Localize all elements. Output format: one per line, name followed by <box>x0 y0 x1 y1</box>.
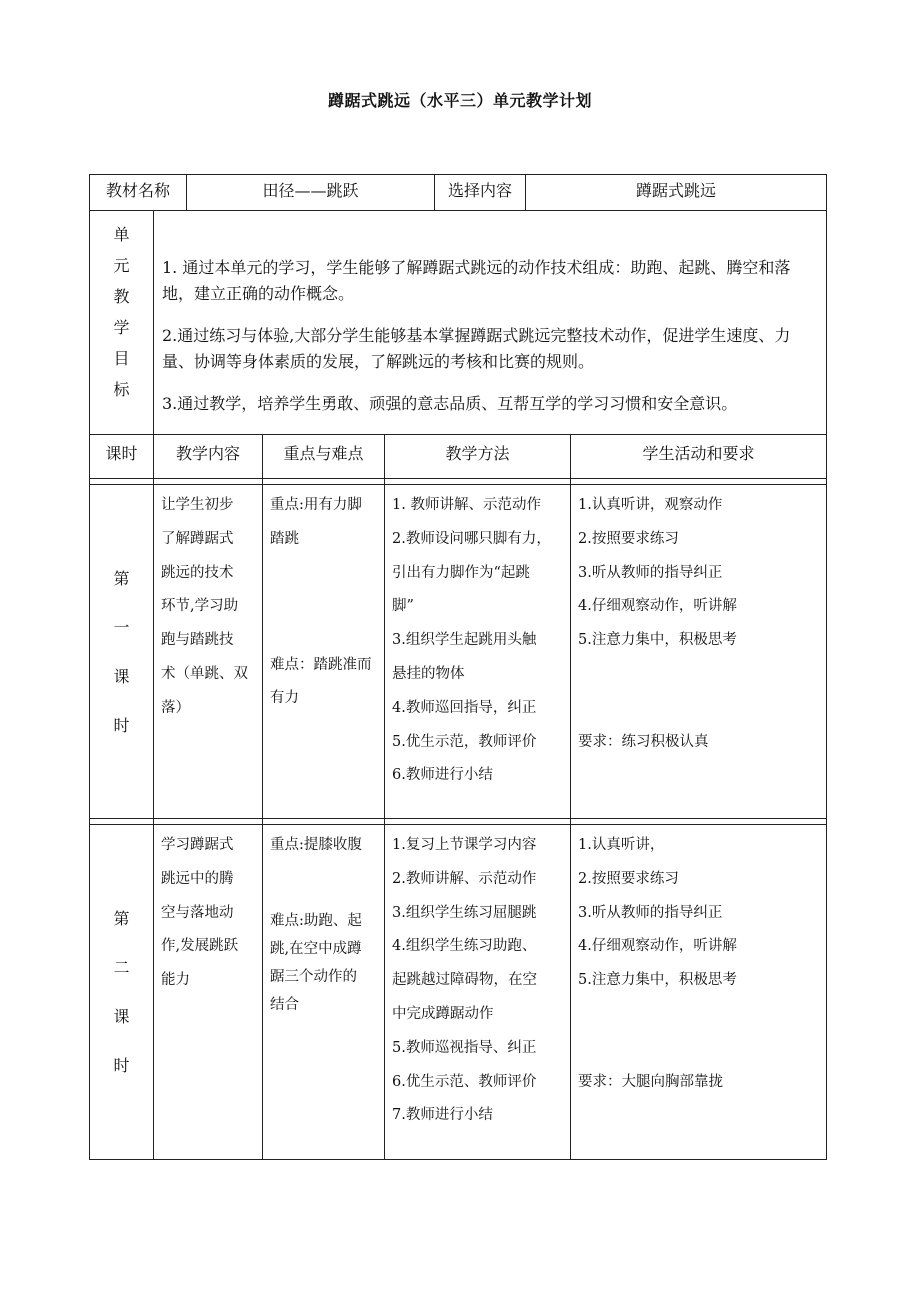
column-header-methods: 教学方法 <box>384 434 570 478</box>
lesson-2-activities: 1.认真听讲， 2.按照要求练习 3.听从教师的指导纠正 4.仔细观察动作，听讲解 5.注意力集中，积极思考 要求：大腿向胸部靠拢 <box>570 824 827 1160</box>
objective-2: 2.通过练习与体验,大部分学生能够基本掌握蹲踞式跳远完整技术动作，促进学生速度、力量、协调等身体素质的发展，了解跳远的考核和比赛的规则。 <box>162 326 791 371</box>
lesson-2-label: 第 二 课 时 <box>89 824 153 1160</box>
lesson-1-difficulty: 难点：踏跳准而 有力 <box>270 656 372 707</box>
lesson-2-key-difficulty <box>262 824 384 1160</box>
lesson-1-key-difficulty <box>262 484 384 818</box>
content-selection-value: 蹲踞式跳远 <box>525 174 827 210</box>
lesson-1-content: 让学生初步 了解蹲踞式 跳远的技术 环节,学习助 跑与踏跳技 术（单跳、双 落） <box>153 484 262 818</box>
spacer <box>578 658 822 726</box>
lesson-1-label: 第 一 课 时 <box>89 484 153 818</box>
column-header-lesson: 课时 <box>89 434 153 478</box>
spacer <box>270 863 380 907</box>
material-name-label: 教材名称 <box>89 174 186 210</box>
lesson-1-activities: 1.认真听讲，观察动作 2.按照要求练习 3.听从教师的指导纠正 4.仔细观察动作，听讲解 5.注意力集中，积极思考 要求：练习积极认真 <box>570 484 827 818</box>
lesson-1-key-point: 重点:用有力脚 踏跳 <box>270 497 362 547</box>
document-title: 蹲踞式跳远（水平三）单元教学计划 <box>327 91 592 110</box>
lesson-2-key-point: 重点:提膝收腹 <box>270 837 362 853</box>
lesson-2-content: 学习蹲踞式 跳远中的腾 空与落地动 作,发展跳跃 能力 <box>153 824 262 1160</box>
lesson-2-difficulty: 难点:助跑、起 跳,在空中成蹲 踞三个动作的 结合 <box>270 912 362 1013</box>
spacer <box>578 998 822 1066</box>
content-selection-label: 选择内容 <box>434 174 525 210</box>
unit-objectives-label: 单 元 教 学 目 标 <box>89 210 153 434</box>
column-header-content: 教学内容 <box>153 434 262 478</box>
column-header-activities: 学生活动和要求 <box>570 434 827 478</box>
unit-objectives-text <box>153 210 827 434</box>
column-header-key-difficulty: 重点与难点 <box>262 434 384 478</box>
lesson-2-requirement: 要求：大腿向胸部靠拢 <box>578 1073 723 1090</box>
objective-1: 1. 通过本单元的学习，学生能够了解蹲踞式跳远的动作技术组成：助跑、起跳、腾空和落地，建立正确的动作概念。 <box>162 258 791 303</box>
material-name-value: 田径——跳跃 <box>186 174 434 210</box>
lesson-2-methods: 1.复习上节课学习内容 2.教师讲解、示范动作 3.组织学生练习屈腿跳 4.组织学生练习助跑、 起跳越过障碍物，在空 中完成蹲踞动作 5.教师巡视指导、纠正 6.优生示范、教师评价 7.教师进行小结 <box>384 824 570 1160</box>
lesson-1-requirement: 要求：练习积极认真 <box>578 733 709 750</box>
spacer <box>270 557 380 649</box>
objective-3: 3.通过教学，培养学生勇敢、顽强的意志品质、互帮互学的学习习惯和安全意识。 <box>162 394 738 413</box>
lesson-1-methods: 1. 教师讲解、示范动作 2.教师设问哪只脚有力， 引出有力脚作为“起跳 脚” 3.组织学生起跳用头触 悬挂的物体 4.教师巡回指导，纠正 5.优生示范，教师评价 6.教师进行小结 <box>384 484 570 818</box>
